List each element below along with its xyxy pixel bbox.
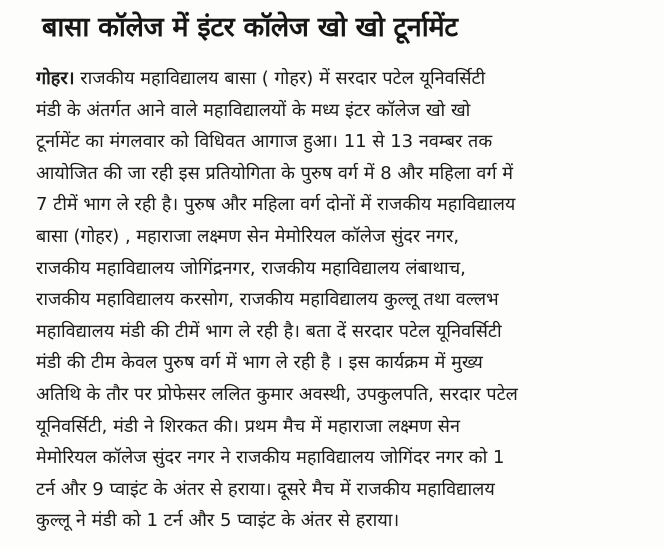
dateline: गोहर।: [36, 68, 75, 89]
body-line-1: [36, 63, 654, 95]
body-line-6: बासा (गोहर) , महाराजा लक्ष्मण सेन मेमोरियल कॉलेज सुंदर नगर,: [36, 225, 460, 247]
body-line-10: मंडी की टीम केवल पुरुष वर्ग में भाग ले रही है । इस कार्यक्रम में मुख्य: [36, 352, 483, 374]
body-line-12: यूनिवर्सिटी, मंडी ने शिरकत की। प्रथम मैच में महाराजा लक्ष्मण सेन: [36, 415, 460, 437]
article-body: [36, 63, 654, 537]
body-line-11: अतिथि के तौर पर प्रोफेसर ललित कुमार अवस्थी, उपकुलपति, सरदार पटेल: [36, 383, 518, 405]
body-line-7: राजकीय महाविद्यालय जोगिंद्रनगर, राजकीय महाविद्यालय लंबाथाच,: [36, 257, 466, 279]
body-line-8: राजकीय महाविद्यालय करसोग, राजकीय महाविद्यालय कुल्लू तथा वल्लभ: [36, 289, 499, 311]
body-line-14: टर्न और 9 प्वाइंट के अंतर से हराया। दूसरे मैच में राजकीय महाविद्यालय: [36, 478, 495, 500]
body-line-3: टूर्नामेंट का मंगलवार को विधिवत आगाज हुआ। 11 से 13 नवम्बर तक: [36, 131, 493, 153]
body-line-1-text: राजकीय महाविद्यालय बासा ( गोहर) में सरदार पटेल यूनिवर्सिटी: [74, 68, 486, 89]
body-line-2: मंडी के अंतर्गत आने वाले महाविद्यालयों के मध्य इंटर कॉलेज खो खो: [36, 99, 471, 121]
headline: बासा कॉलेज में इंटर कॉलेज खो खो टूर्नामेंट: [42, 12, 458, 43]
body-line-4: आयोजित की जा रही इस प्रतियोगिता के पुरुष वर्ग में 8 और महिला वर्ग में: [36, 162, 514, 184]
body-line-9: महाविद्यालय मंडी की टीमें भाग ले रही है। बता दें सरदार पटेल यूनिवर्सिटी: [36, 320, 502, 342]
body-line-15: कुल्लू ने मंडी को 1 टर्न और 5 प्वाइंट के अंतर से हराया।: [36, 510, 400, 532]
body-line-5: 7 टीमें भाग ले रही है। पुरुष और महिला वर्ग दोनों में राजकीय महाविद्यालय: [36, 194, 516, 216]
body-line-13: मेमोरियल कॉलेज सुंदर नगर ने राजकीय महाविद्यालय जोगिंदर नगर को 1: [36, 447, 505, 469]
